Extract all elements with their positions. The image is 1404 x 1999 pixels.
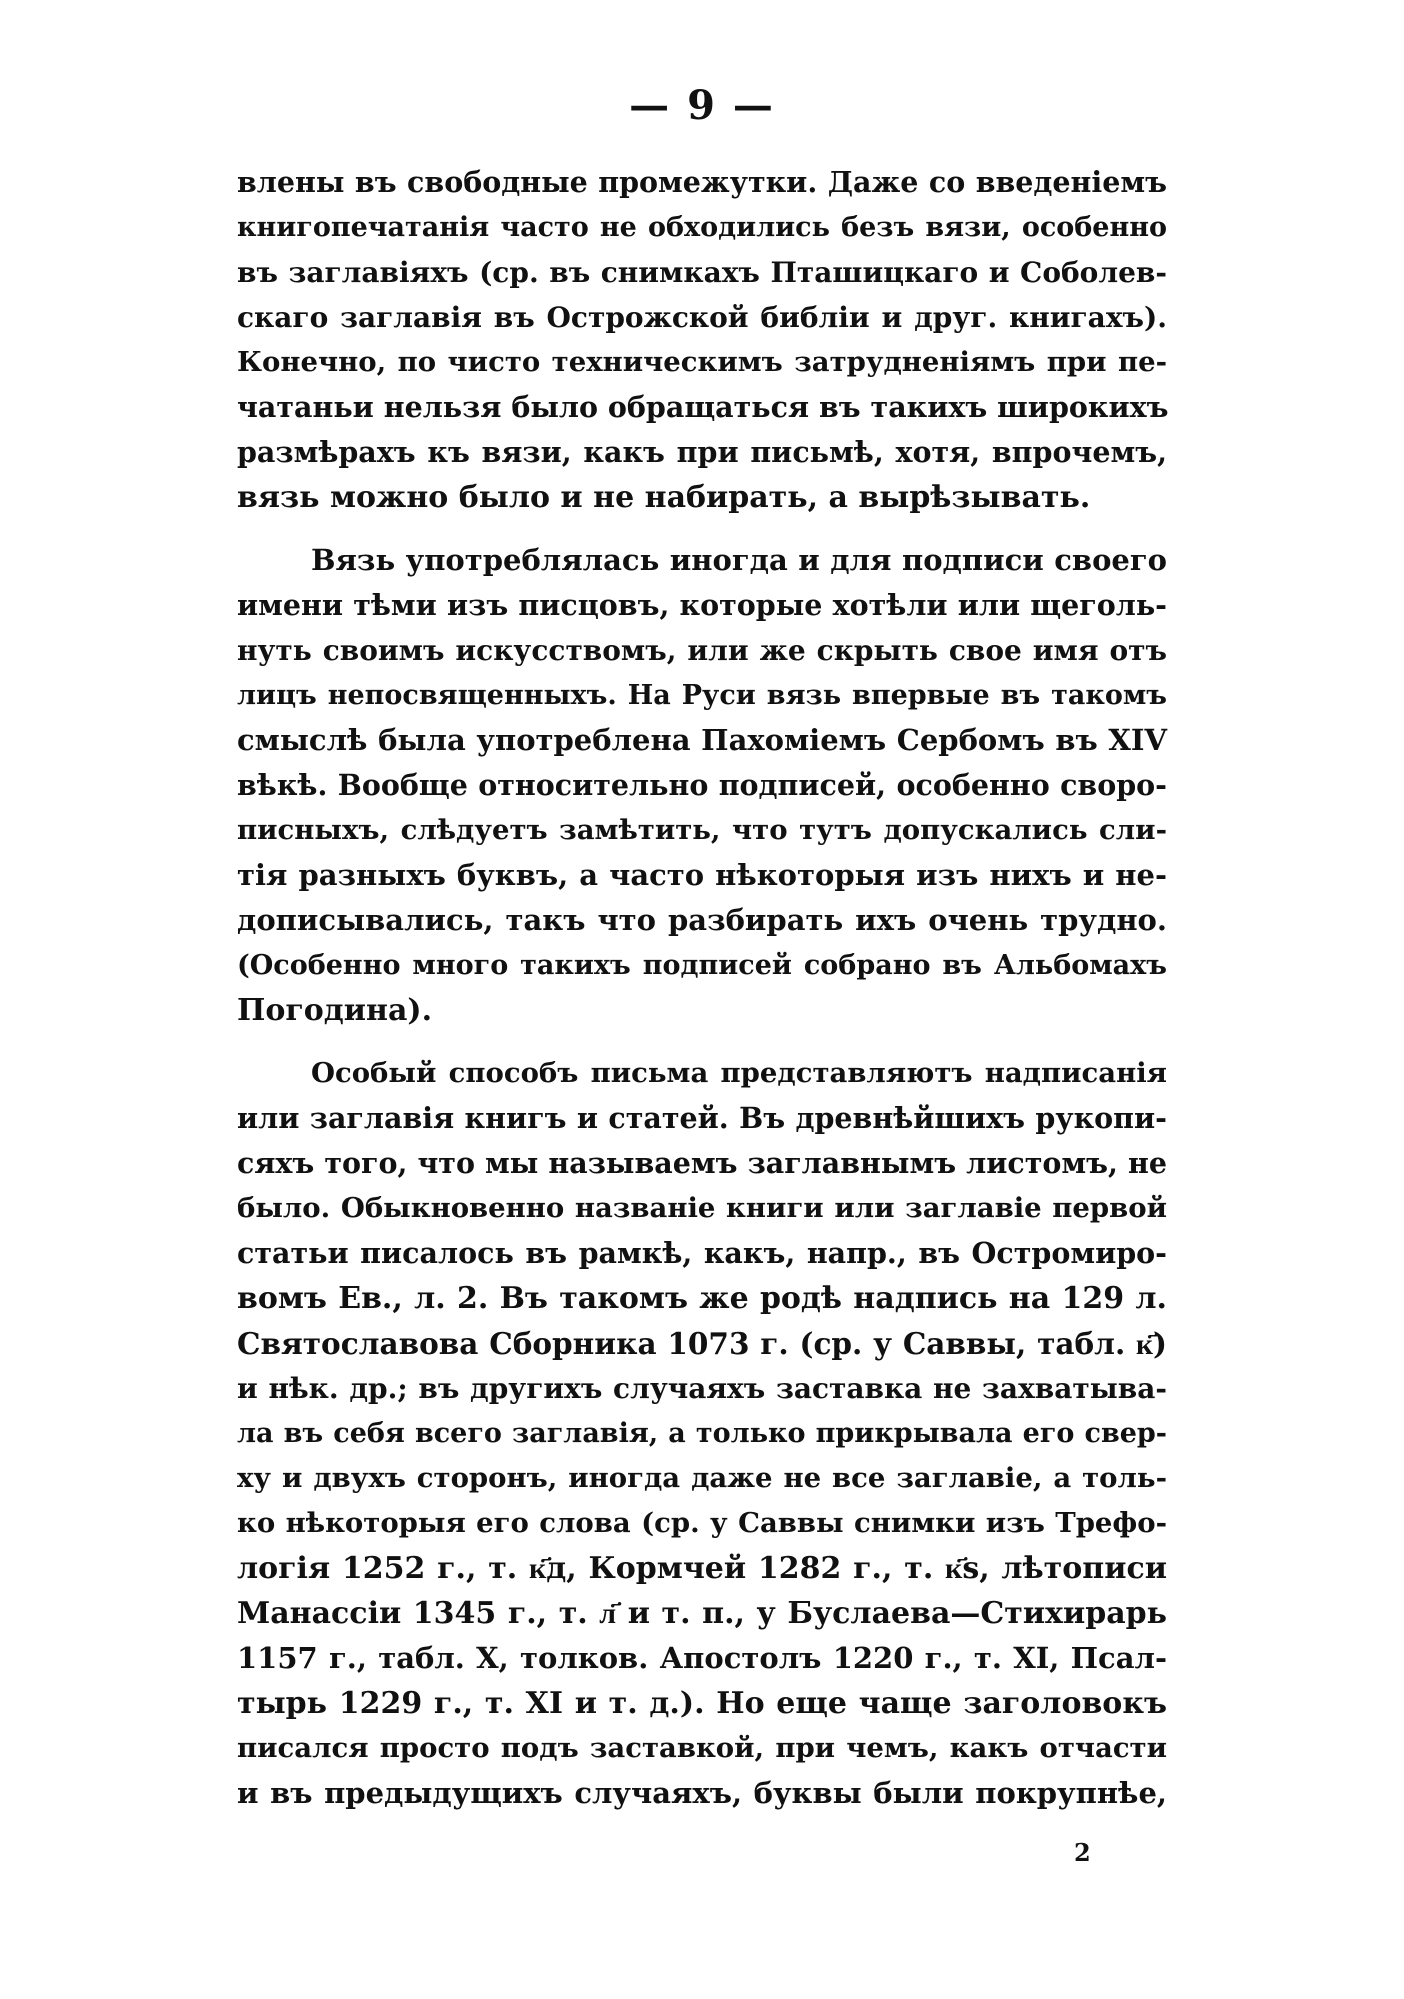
text-line: писныхъ, слѣдуетъ замѣтить, что тутъ допускались сли- [237,814,1167,846]
text-line: дописывались, такъ что разбирать ихъ очень трудно. [237,903,1167,937]
text-line: Вязь употреблялась иногда и для подписи своего [311,543,1167,577]
text-line: Манассіи 1345 г., т. л҃ и т. п., у Буслаева—Стихирарь [237,1596,1167,1631]
paragraph-2 [237,538,1167,1033]
text-line: тія разныхъ буквъ, а часто нѣкоторыя изъ нихъ и не- [237,858,1167,892]
text-line: и въ предыдущихъ случаяхъ, буквы были покрупнѣе, [237,1776,1167,1810]
text-line: ла въ себя всего заглавія, а только прикрывала его свер- [237,1418,1167,1449]
paragraph-gap [237,1033,1167,1051]
text-line: книгопечатанія часто не обходились безъ вязи, особенно [237,212,1167,243]
text-line: (Особенно много такихъ подписей собрано въ Альбомахъ [237,950,1167,981]
printer-signature-mark: 2 [1074,1838,1091,1867]
text-line: Святославова Сборника 1073 г. (ср. у Саввы, табл. к҃) [237,1326,1167,1361]
text-line: вѣкѣ. Вообще относительно подписей, особенно своро- [237,768,1167,802]
text-line: влены въ свободные промежутки. Даже со введеніемъ [237,165,1167,199]
page-number: — 9 — [629,82,775,129]
text-line: Конечно, по чисто техническимъ затрудненіямъ при пе- [237,346,1167,378]
text-line: ху и двухъ сторонъ, иногда даже не все заглавіе, а толь- [237,1462,1167,1494]
text-line: размѣрахъ къ вязи, какъ при письмѣ, хотя, впрочемъ, [237,435,1167,469]
text-line: и нѣк. др.; въ другихъ случаяхъ заставка не захватыва- [237,1372,1167,1405]
text-line: писался просто подъ заставкой, при чемъ, какъ отчасти [237,1732,1167,1764]
text-line: статьи писалось въ рамкѣ, какъ, напр., въ Остромиро- [237,1236,1167,1270]
text-line: сяхъ того, что мы называемъ заглавнымъ листомъ, не [237,1146,1167,1180]
text-line: скаго заглавія въ Острожской библіи и друг. книгахъ). [237,301,1167,334]
text-line: нуть своимъ искусствомъ, или же скрыть свое имя отъ [237,634,1167,667]
text-line: въ заглавіяхъ (ср. въ снимкахъ Пташицкаго и Соболев- [237,256,1167,289]
text-line: смыслѣ была употреблена Пахоміемъ Сербомъ въ XIV [237,723,1167,757]
text-line: вомъ Ев., л. 2. Въ такомъ же родѣ надпись на 129 л. [237,1281,1167,1316]
paragraph-gap [237,520,1167,538]
text-line: вязь можно было и не набирать, а вырѣзывать. [237,480,1091,515]
text-line: чатаньи нельзя было обращаться въ такихъ широкихъ [237,390,1169,424]
text-line: Особый способъ письма представляютъ надписанія [311,1057,1167,1089]
text-line: имени тѣми изъ писцовъ, которые хотѣли или щеголь- [237,588,1167,622]
text-line: логія 1252 г., т. к҃д, Кормчей 1282 г., т. к҃ѕ, лѣтописи [237,1551,1167,1586]
text-line: лицъ непосвященныхъ. На Руси вязь впервые въ такомъ [237,680,1167,711]
text-line: тырь 1229 г., т. XI и т. д.). Но еще чаще заголовокъ [237,1686,1167,1721]
text-line: 1157 г., табл. X, толков. Апостолъ 1220 г., т. XI, Псал- [237,1641,1167,1675]
paragraph-1 [237,160,1167,520]
text-line: было. Обыкновенно названіе книги или заглавіе первой [237,1192,1167,1224]
text-line: ко нѣкоторыя его слова (ср. у Саввы снимки изъ Трефо- [237,1507,1167,1539]
text-line: Погодина). [237,993,433,1028]
paragraph-3 [237,1051,1167,1816]
body-text [237,160,1167,1816]
text-line: или заглавія книгъ и статей. Въ древнѣйшихъ рукопи- [237,1101,1167,1135]
